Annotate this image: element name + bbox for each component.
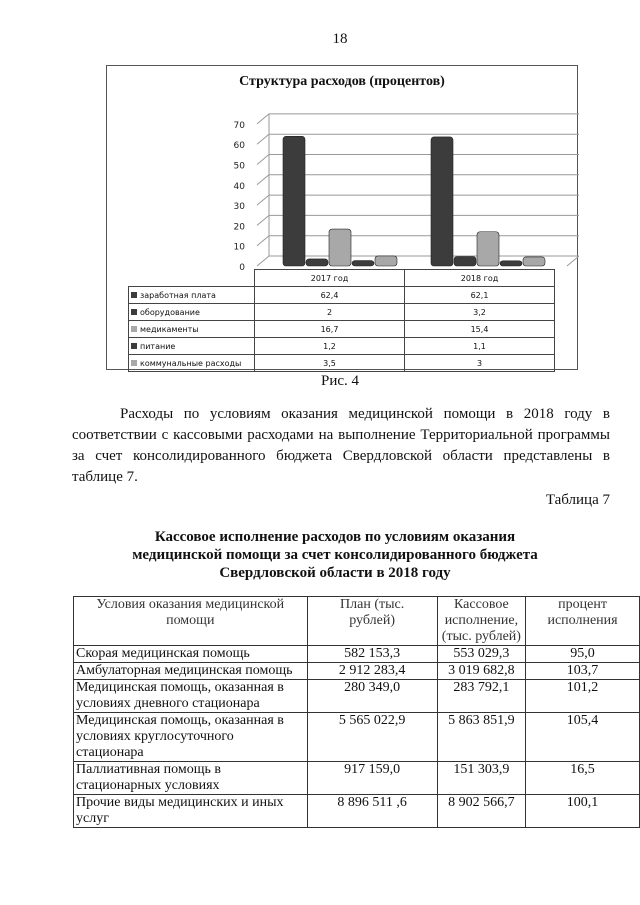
percent-cell: 100,1 xyxy=(526,795,640,828)
bar-5-2017-год xyxy=(375,256,397,266)
data-label: 16,7 xyxy=(255,321,405,338)
gridline-side xyxy=(257,134,269,144)
series-legend xyxy=(129,304,255,321)
condition-cell: Амбулаторная медицинская помощь xyxy=(74,663,308,680)
gridline-side xyxy=(257,114,269,124)
plan-cell: 280 349,0 xyxy=(307,680,437,713)
figure-caption: Рис. 4 xyxy=(320,373,360,389)
series-legend xyxy=(129,321,255,338)
table-row xyxy=(74,680,640,713)
data-label: 3 xyxy=(405,355,555,372)
data-label: 3,2 xyxy=(405,304,555,321)
floor-edge xyxy=(567,256,579,266)
table-title-line: Свердловской области в 2018 году xyxy=(219,565,451,581)
legend-swatch-icon xyxy=(131,309,137,315)
data-label: 15,4 xyxy=(405,321,555,338)
chart-table-row xyxy=(129,287,555,304)
condition-cell: Медицинская помощь, оказанная в условиях дневного стационара xyxy=(74,680,308,713)
gridline-side xyxy=(257,175,269,185)
data-label: 3,5 xyxy=(255,355,405,372)
y-tick-label: 60 xyxy=(233,141,245,152)
actual-cell: 553 029,3 xyxy=(437,646,525,663)
percent-cell: 103,7 xyxy=(526,663,640,680)
series-name: питание xyxy=(140,341,176,351)
legend-swatch-icon xyxy=(131,360,137,366)
legend-swatch-icon xyxy=(131,292,137,298)
category-label: 2017 год xyxy=(255,270,405,287)
table-header-row xyxy=(74,597,640,646)
chart-table-row xyxy=(129,321,555,338)
column-header: План (тыс. рублей) xyxy=(307,597,437,646)
actual-cell: 8 902 566,7 xyxy=(437,795,525,828)
series-legend xyxy=(129,338,255,355)
plan-cell: 917 159,0 xyxy=(307,762,437,795)
chart xyxy=(106,65,578,370)
percent-cell: 105,4 xyxy=(526,713,640,762)
expenses-table xyxy=(73,596,640,828)
gridline-side xyxy=(257,215,269,225)
table-row xyxy=(74,646,640,663)
data-label: 2 xyxy=(255,304,405,321)
gridline-side xyxy=(257,195,269,205)
table-title-line: медицинской помощи за счет консолидированного бюджета xyxy=(132,547,538,563)
chart-table-row xyxy=(129,338,555,355)
body-paragraph: Расходы по условиям оказания медицинской помощи в 2018 году в соответствии с кассовыми расходами на выполнение Территориальной программы за счет консолидированного бюджета Свердловской области представлены в таблице 7. xyxy=(72,406,610,485)
column-header: Условия оказания медицинской помощи xyxy=(74,597,308,646)
bar-2-2017-год xyxy=(306,259,328,266)
data-label: 62,1 xyxy=(405,287,555,304)
chart-table-row xyxy=(129,355,555,372)
chart-table-row xyxy=(129,304,555,321)
series-name: коммунальные расходы xyxy=(140,358,242,368)
data-label: 1,2 xyxy=(255,338,405,355)
y-tick-label: 20 xyxy=(233,222,245,233)
y-tick-label: 40 xyxy=(233,181,245,192)
y-tick-label: 70 xyxy=(233,120,245,131)
data-label: 1,1 xyxy=(405,338,555,355)
category-label: 2018 год xyxy=(405,270,555,287)
column-header: процент исполнения xyxy=(526,597,640,646)
gridline-side xyxy=(257,256,269,266)
condition-cell: Прочие виды медицинских и иных услуг xyxy=(74,795,308,828)
plan-cell: 8 896 511 ,6 xyxy=(307,795,437,828)
series-name: оборудование xyxy=(140,307,200,317)
series-legend xyxy=(129,287,255,304)
column-header: Кассовое исполнение, (тыс. рублей) xyxy=(437,597,525,646)
bar-1-2018-год xyxy=(431,137,453,266)
y-tick-label: 0 xyxy=(239,263,245,273)
actual-cell: 5 863 851,9 xyxy=(437,713,525,762)
series-legend xyxy=(129,355,255,372)
table-number: Таблица 7 xyxy=(545,492,610,508)
bar-1-2017-год xyxy=(283,136,305,266)
table-row xyxy=(74,795,640,828)
data-label: 62,4 xyxy=(255,287,405,304)
page-number: 18 xyxy=(332,31,348,47)
condition-cell: Медицинская помощь, оказанная в условиях круглосуточного стационара xyxy=(74,713,308,762)
condition-cell: Паллиативная помощь в стационарных условиях xyxy=(74,762,308,795)
bar-3-2018-год xyxy=(477,232,499,266)
bar-4-2018-год xyxy=(500,261,522,266)
gridline-side xyxy=(257,155,269,165)
y-tick-label: 50 xyxy=(233,161,245,172)
series-name: заработная плата xyxy=(140,290,216,300)
gridline-side xyxy=(257,236,269,246)
bar-3-2017-год xyxy=(329,229,351,266)
percent-cell: 95,0 xyxy=(526,646,640,663)
table-title xyxy=(100,528,570,582)
table-row xyxy=(74,713,640,762)
plan-cell: 5 565 022,9 xyxy=(307,713,437,762)
y-tick-label: 30 xyxy=(233,202,245,213)
series-name: медикаменты xyxy=(140,324,199,334)
percent-cell: 101,2 xyxy=(526,680,640,713)
actual-cell: 3 019 682,8 xyxy=(437,663,525,680)
actual-cell: 151 303,9 xyxy=(437,762,525,795)
condition-cell: Скорая медицинская помощь xyxy=(74,646,308,663)
table-title-line: Кассовое исполнение расходов по условиям оказания xyxy=(154,529,516,545)
blank-cell xyxy=(129,270,255,287)
plan-cell: 582 153,3 xyxy=(307,646,437,663)
table-row xyxy=(74,663,640,680)
percent-cell: 16,5 xyxy=(526,762,640,795)
bar-2-2018-год xyxy=(454,257,476,266)
legend-swatch-icon xyxy=(131,326,137,332)
actual-cell: 283 792,1 xyxy=(437,680,525,713)
plan-cell: 2 912 283,4 xyxy=(307,663,437,680)
table-row xyxy=(74,762,640,795)
chart-title: Структура расходов (процентов) xyxy=(239,74,445,89)
chart-data-table xyxy=(128,269,555,372)
bar-4-2017-год xyxy=(352,261,374,266)
bar-5-2018-год xyxy=(523,257,545,266)
legend-swatch-icon xyxy=(131,343,137,349)
y-tick-label: 10 xyxy=(233,242,245,253)
